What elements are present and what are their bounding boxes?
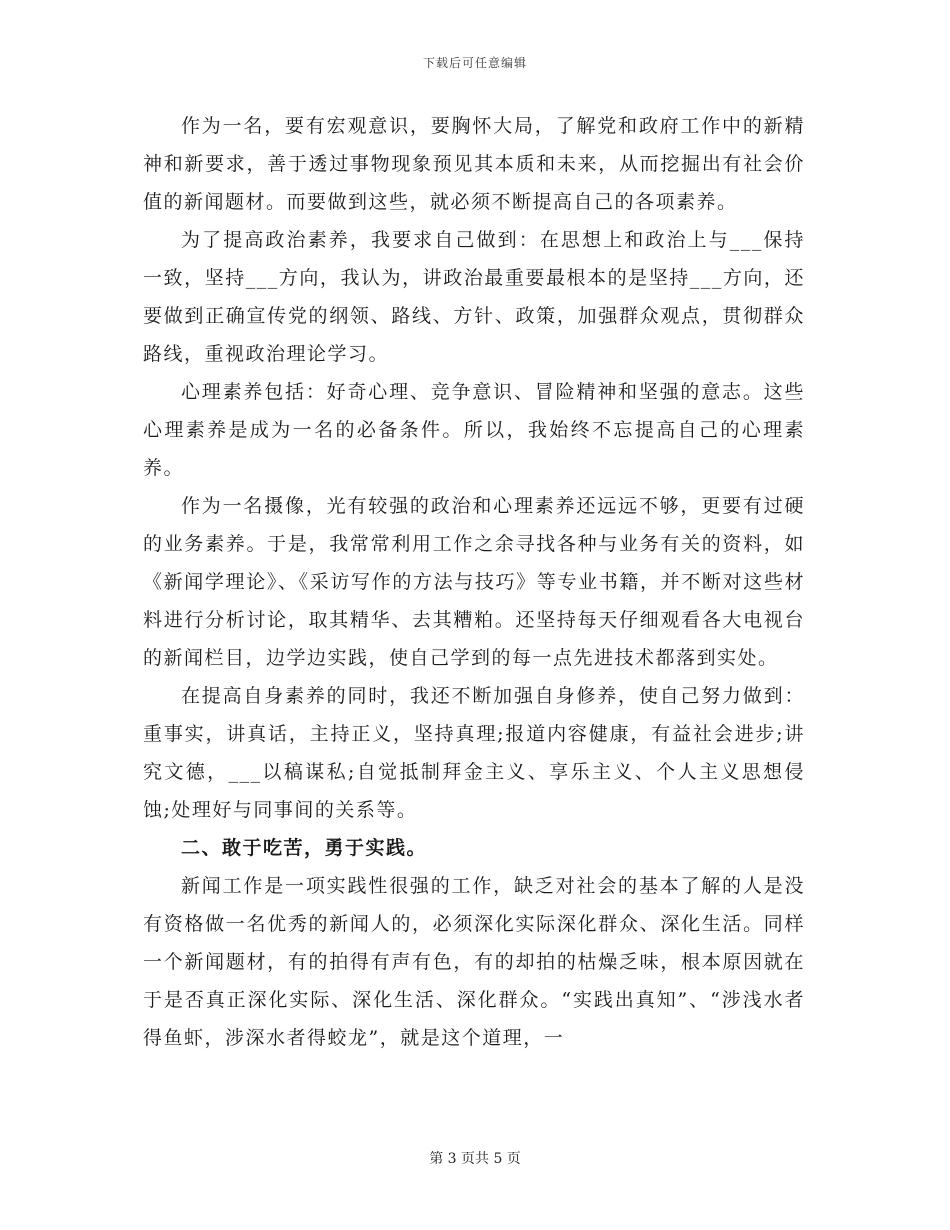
- page-footer: 第 3 页共 5 页: [429, 1151, 521, 1167]
- section-heading: 二、敢于吃苦，勇于实践。: [181, 837, 428, 859]
- paragraph-2: 为了提高政治素养，我要求自己做到：在思想上和政治上与___保持一致，坚持___方向，我认为，讲政治最重要最根本的是坚持___方向，还要做到正确宣传党的纲领、路线、方针、政策，加强群众观点，贯彻群众路线，重视政治理论学习。: [143, 229, 805, 365]
- paragraph-1: 作为一名，要有宏观意识，要胸怀大局，了解党和政府工作中的新精神和新要求，善于透过事物现象预见其本质和未来，从而挖掘出有社会价值的新闻题材。而要做到这些，就必须不断提高自己的各项素养。: [143, 115, 805, 213]
- paragraph-3: 心理素养包括：好奇心理、竞争意识、冒险精神和坚强的意志。这些心理素养是成为一名的必备条件。所以，我始终不忘提高自己的心理素养。: [143, 381, 805, 479]
- page-header: 下载后可任意编辑: [422, 56, 527, 70]
- paragraph-4: 作为一名摄像，光有较强的政治和心理素养还远远不够，更要有过硬的业务素养。于是，我常常利用工作之余寻找各种与业务有关的资料，如《新闻学理论》、《采访写作的方法与技巧》等专业书籍，并不断对这些材料进行分析讨论，取其精华、去其糟粕。还坚持每天仔细观看各大电视台的新闻栏目，边学边实践，使自己学到的每一点先进技术都落到实处。: [143, 495, 805, 669]
- document-body: [143, 107, 805, 1057]
- paragraph-5: 在提高自身素养的同时，我还不断加强自身修养，使自己努力做到：重事实，讲真话，主持正义，坚持真理;报道内容健康，有益社会进步;讲究文德，___以稿谋私;自觉抵制拜金主义、享乐主义、个人主义思想侵蚀;处理好与同事间的关系等。: [143, 685, 805, 821]
- paragraph-6: 新闻工作是一项实践性很强的工作，缺乏对社会的基本了解的人是没有资格做一名优秀的新闻人的，必须深化实际深化群众、深化生活。同样一个新闻题材，有的拍得有声有色，有的却拍的枯燥乏味，根本原因就在于是否真正深化实际、深化生活、深化群众。“实践出真知”、“涉浅水者得鱼虾，涉深水者得蛟龙”，就是这个道理，一: [143, 875, 805, 1049]
